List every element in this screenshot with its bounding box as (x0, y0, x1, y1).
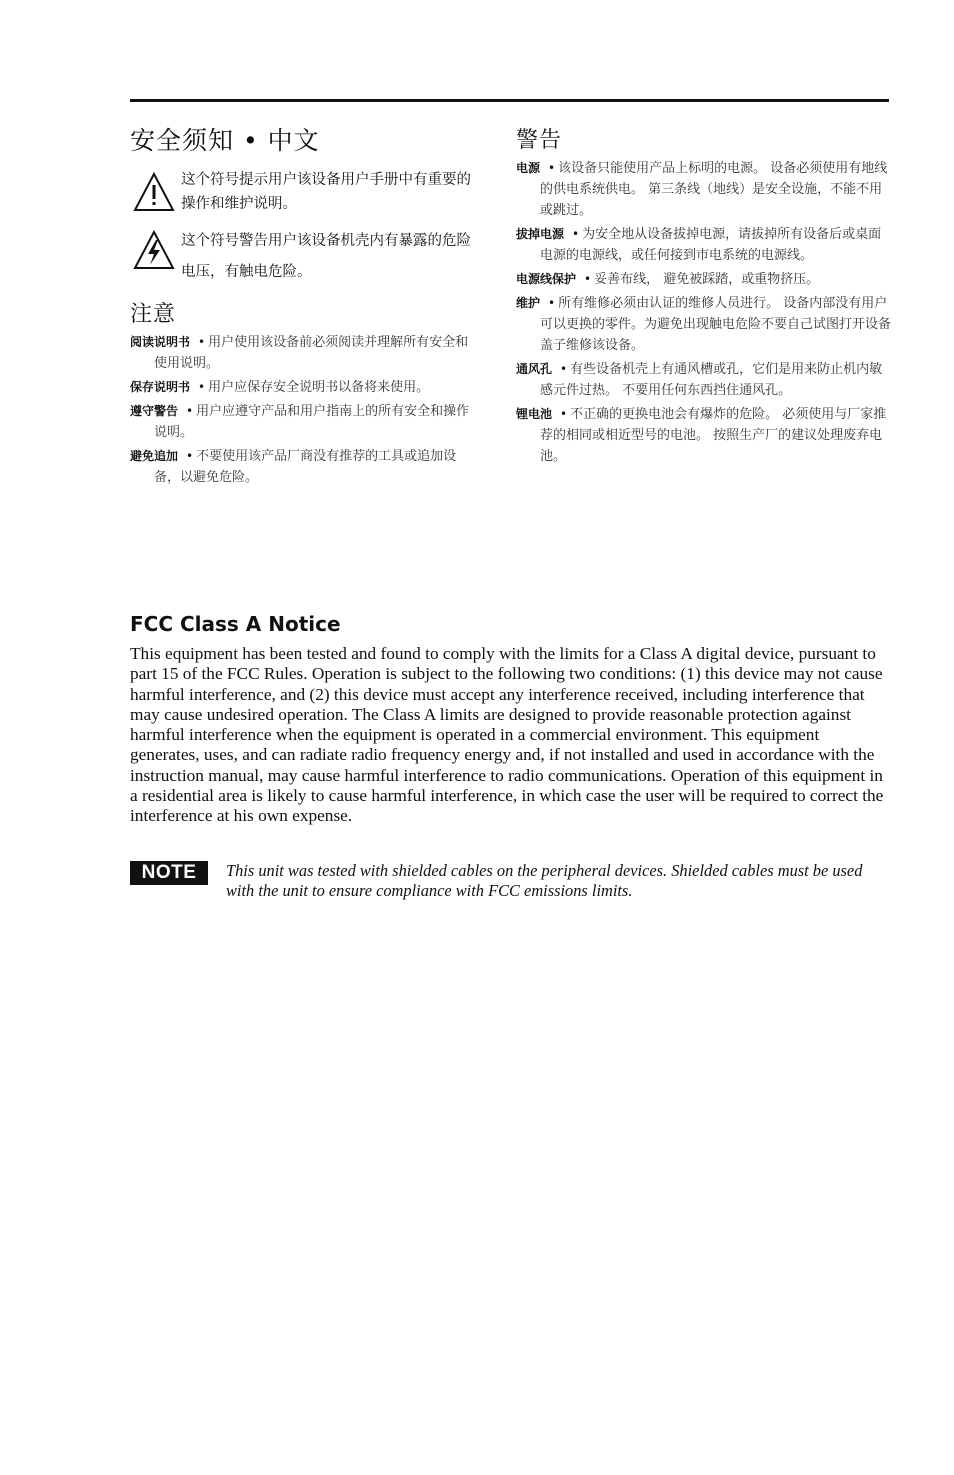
lightning-triangle-icon (133, 230, 175, 274)
warning-item-cord (516, 269, 891, 290)
item-label: 拔掉电源 (516, 227, 565, 241)
bullet: • (548, 296, 556, 310)
bullet: • (560, 407, 568, 421)
item-text: 该设备只能使用产品上标明的电源。 设备必须使用有地线的供电系统供电。 第三条线（地线）是安全设施，不能不用或跳过。 (540, 161, 888, 218)
warning-heading: 警告 (516, 128, 563, 153)
bullet: • (584, 272, 592, 286)
warning-item-servicing (516, 293, 891, 356)
item-label: 维护 (516, 296, 541, 310)
item-label: 通风孔 (516, 362, 553, 376)
warning-symbol-text: 这个符号警告用户该设备机壳内有暴露的危险电压，有触电危险。 (181, 233, 471, 280)
caution-item-avoid (130, 446, 475, 488)
item-label: 锂电池 (516, 407, 553, 421)
exclamation-triangle-icon (133, 172, 175, 216)
warning-item-battery (516, 404, 891, 467)
item-text: 妥善布线， 避免被踩踏，或重物挤压。 (594, 272, 820, 287)
bullet: • (198, 335, 206, 349)
bullet: • (572, 227, 580, 241)
item-text: 有些设备机壳上有通风槽或孔，它们是用来防止机内敏感元件过热。 不要用任何东西挡住通风孔。 (540, 362, 883, 398)
fcc-notice-section (130, 610, 890, 827)
note-block (130, 861, 890, 901)
fcc-heading: FCC Class A Notice (130, 612, 341, 636)
bullet: • (548, 161, 556, 175)
note-text: This unit was tested with shielded cables on the peripheral devices. Shielded cables must be used with the unit to ensure compliance with FCC emissions limits. (226, 861, 863, 900)
caution-heading: 注意 (130, 302, 177, 327)
info-symbol-text: 这个符号提示用户该设备用户手册中有重要的操作和维护说明。 (181, 172, 471, 212)
item-label: 保存说明书 (130, 380, 191, 394)
safety-left-column (130, 124, 475, 491)
item-label: 电源 (516, 161, 541, 175)
warning-item-disconnect (516, 224, 891, 266)
top-rule (130, 99, 889, 102)
note-badge: NOTE (130, 861, 208, 885)
caution-item-keep (130, 377, 475, 398)
item-label: 阅读说明书 (130, 335, 191, 349)
caution-item-heed (130, 401, 475, 443)
bullet: • (186, 404, 194, 418)
item-label: 遵守警告 (130, 404, 179, 418)
warning-item-slots (516, 359, 891, 401)
bullet: • (186, 449, 194, 463)
item-text: 不要使用该产品厂商没有推荐的工具或追加设备，以避免危险。 (154, 449, 457, 485)
safety-right-column (516, 124, 891, 470)
warning-item-power (516, 158, 891, 221)
item-text: 用户使用该设备前必须阅读并理解所有安全和使用说明。 (154, 335, 469, 371)
fcc-body: This equipment has been tested and found to comply with the limits for a Class A digital device, pursuant to part 15 of the FCC Rules. Operation is subject to the following two conditions: (1) this device may not cause harmful interference, and (2) this device must accept any interference received, including interference that may cause undesired operation. The Class A limits are designed to provide reasonable protection against harmful interference when the equipment is operated in a commercial environment. This equipment generates, uses, and can radiate radio frequency energy and, if not installed and used in accordance with the instruction manual, may cause harmful interference to radio communications. Operation of this equipment in a residential area is likely to cause harmful interference, in which case the user will be required to correct the interference at his own expense. (130, 644, 884, 826)
item-text: 用户应保存安全说明书以备将来使用。 (208, 380, 430, 395)
item-text: 不正确的更换电池会有爆炸的危险。 必须使用与厂家推荐的相同或相近型号的电池。 按照生产厂的建议处理废弃电池。 (540, 407, 887, 464)
item-label: 电源线保护 (516, 272, 577, 286)
bullet: • (198, 380, 206, 394)
warning-symbol-row (130, 226, 475, 288)
item-text: 为安全地从设备拔掉电源，请拔掉所有设备后或桌面电源的电源线，或任何接到市电系统的电源线。 (540, 227, 882, 263)
item-label: 避免追加 (130, 449, 179, 463)
caution-item-read (130, 332, 475, 374)
item-text: 所有维修必须由认证的维修人员进行。 设备内部没有用户可以更换的零件。为避免出现触电危险不要自己试图打开设备盖子维修该设备。 (540, 296, 892, 353)
info-symbol-row (130, 168, 475, 216)
bullet: • (560, 362, 568, 376)
safety-title: 安全须知 • 中文 (130, 126, 320, 155)
item-text: 用户应遵守产品和用户指南上的所有安全和操作说明。 (154, 404, 470, 440)
